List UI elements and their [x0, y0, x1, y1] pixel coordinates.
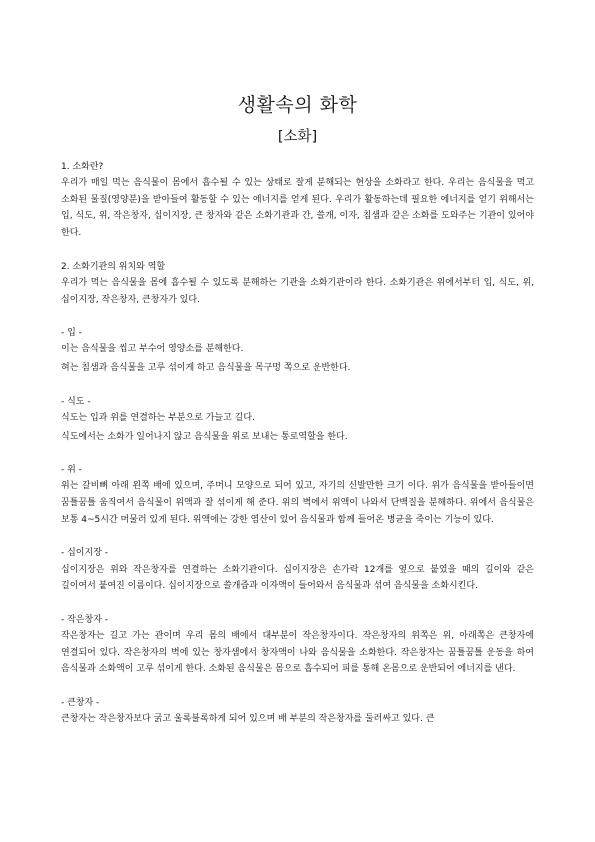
document-title: 생활속의 화학	[237, 94, 358, 116]
paragraph: 우리가 매일 먹는 음식물이 몸에서 흡수될 수 있는 상태로 잘게 분해되는 현상을 소화라고 한다. 우리는 음식물을 먹고 소화된 물질(영양분)을 받아들여 활동할 수 있는 에너지를 얻게 된다. 우리가 활동하는데 필요한 에너지를 얻기 위해서는 입, 식도, 위, 작은창자, 십이지장, 큰 창자와 같은 소화기관과 간, 쓸개, 이자, 침샘과 같은 소화를 도와주는 기관이 있어야 한다.	[61, 178, 534, 239]
paragraph: 식도에서는 소화가 일어나지 않고 음식물을 위로 보내는 통로역할을 한다.	[61, 431, 348, 442]
paragraph: 식도는 입과 위를 연결하는 부분으로 가늘고 길다.	[61, 412, 255, 423]
paragraph: 혀는 침샘과 음식물을 고루 섞이게 하고 음식물을 목구멍 쪽으로 운반한다.	[61, 363, 351, 374]
section-heading: - 십이지장 -	[61, 548, 108, 559]
section-duodenum	[61, 546, 534, 594]
paragraph: 작은창자는 길고 가는 관이며 우리 몸의 배에서 대부분이 작은창자이다. 작은창자의 위쪽은 위, 아래쪽은 큰창자에 연결되어 있다. 작은창자의 벽에 있는 창자샘에서 창자액이 나와 음식물을 소화한다. 작은창자는 꿈틀꿈틀 운동을 하여 음식물과 소화액이 고루 섞이게 한다. 소화된 음식물은 몸으로 흡수되어 피를 통해 온몸으로 운반되어 에너지를 낸다.	[61, 630, 534, 675]
document-subtitle: [소화]	[277, 129, 318, 145]
paragraph: 우리가 먹는 음식물을 몸에 흡수될 수 있도록 분해하는 기관을 소화기관이라 한다. 소화기관은 위에서부터 입, 식도, 위, 십이지장, 작은창자, 큰창자가 있다.	[61, 277, 534, 305]
section-large-intestine	[61, 696, 534, 728]
section-heading: - 입 -	[61, 328, 82, 339]
paragraph: 십이지장은 위와 작은창자를 연결하는 소화기관이다. 십이지장은 손가락 12개를 옆으로 붙였을 때의 길이와 같은 길이여서 붙여진 이름이다. 십이지장으로 쓸개즙과 이자액이 들어와서 음식물과 섞여 음식물을 소화시킨다.	[61, 564, 534, 592]
section-heading: - 작은창자 -	[61, 614, 108, 625]
section-stomach	[61, 463, 534, 528]
section-heading: - 식도 -	[61, 396, 91, 407]
paragraph: 큰창자는 작은창자보다 굵고 울록불록하게 되어 있으며 배 부분의 작은창자를 둘러싸고 있다. 큰	[61, 714, 435, 725]
section-heading: - 위 -	[61, 465, 82, 476]
section-mouth	[61, 326, 534, 376]
section-what-is-digestion	[61, 160, 534, 242]
paragraph: 위는 갈비뼈 아래 왼쪽 배에 있으며, 주머니 모양으로 되어 있고, 자기의 신발만한 크기 이다. 위가 음식물을 받아들이면 꿈틀꿈틀 움직여서 음식물이 위액과 잘 섞이게 해 준다. 위의 벽에서 위액이 나와서 단백질을 분해하다. 위에서 음식물은 보통 4~5시간 머물러 있게 된다. 위액에는 강한 염산이 있어 음식물과 함께 들어온 병균을 죽이는 기능이 있다.	[61, 481, 534, 525]
paragraph: 이는 음식물을 씹고 부수어 영양소를 분해한다.	[61, 344, 244, 355]
section-digestive-organs	[61, 260, 534, 308]
section-small-intestine	[61, 613, 534, 678]
section-esophagus	[61, 395, 534, 445]
section-heading: 1. 소화란?	[61, 162, 104, 172]
section-heading: 2. 소화기관의 위치와 역할	[61, 261, 166, 272]
section-heading: - 큰창자 -	[61, 697, 100, 708]
